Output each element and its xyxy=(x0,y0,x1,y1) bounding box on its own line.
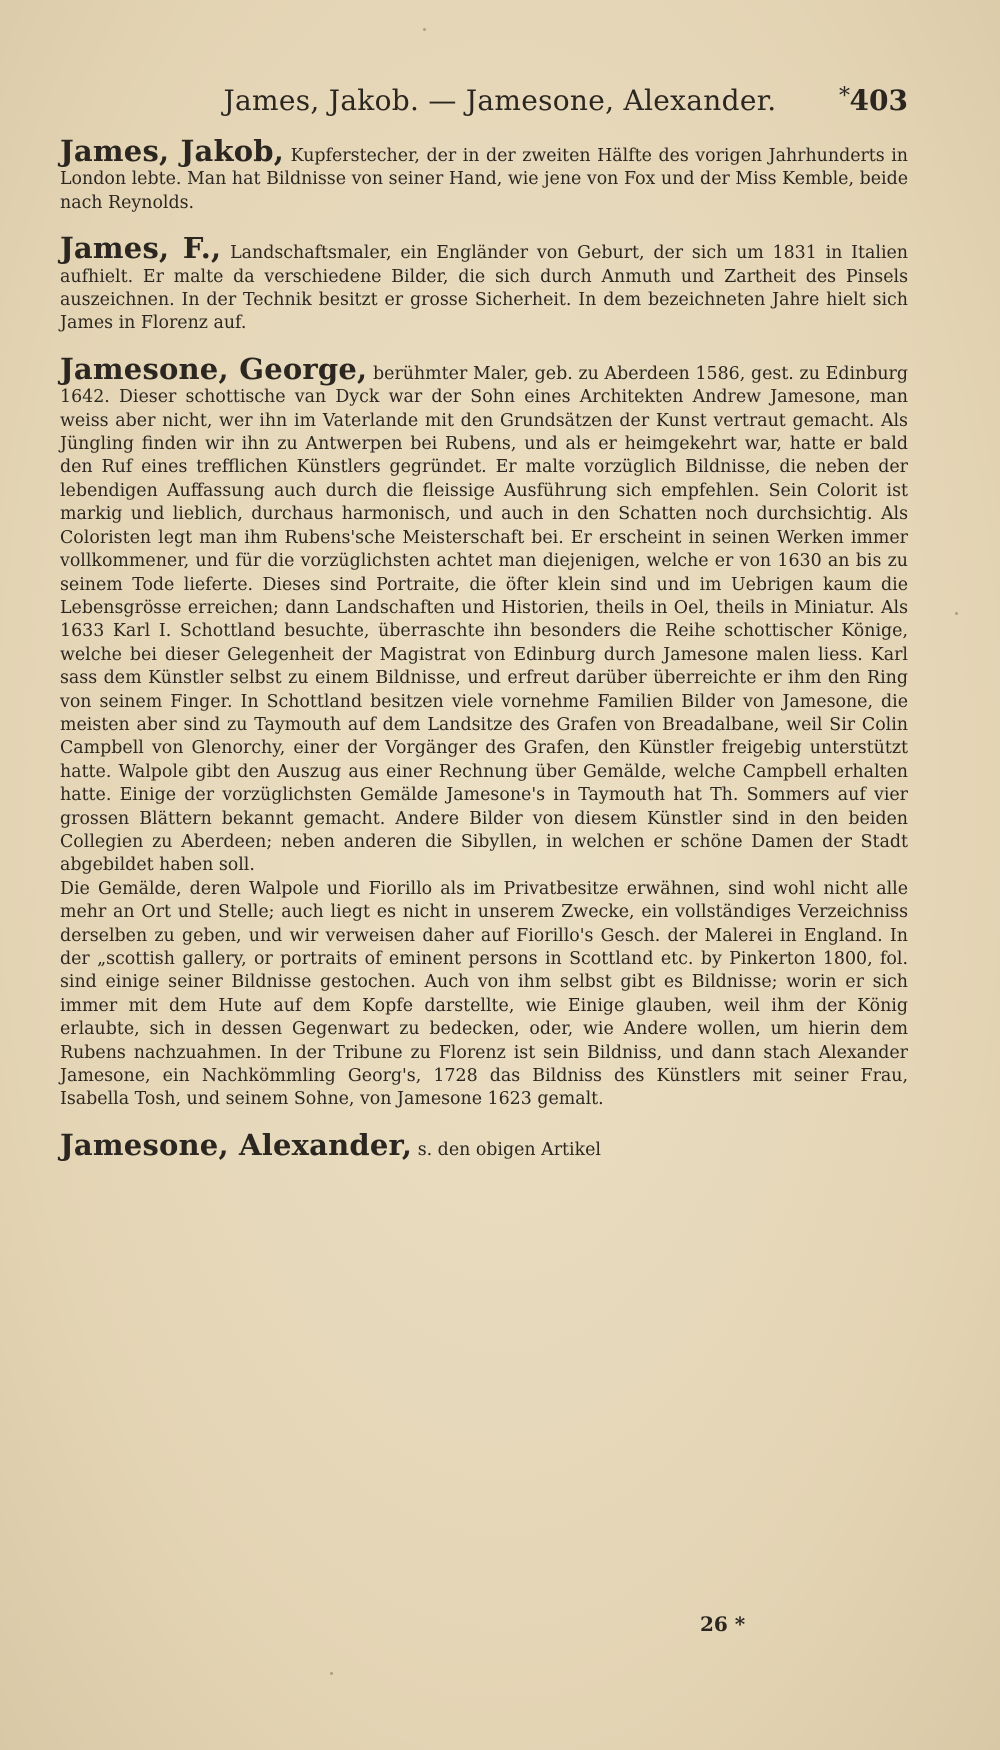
entry-jamesone-george xyxy=(60,351,909,1112)
entry-body: s. den obigen Artikel xyxy=(412,1139,601,1160)
entry-name: James, Jakob, xyxy=(60,134,285,168)
entry-jamesone-alexander xyxy=(60,1127,908,1162)
page-number: 403 xyxy=(849,84,908,117)
paper-speck xyxy=(330,1672,333,1675)
entry-body: Landschaftsmaler, ein Engländer von Geburt, der sich um 1831 in Italien aufhielt. Er malte da verschiedene Bilder, die sich durch Anmuth und Zartheit des Pinsels auszeichnen. In der Technik besitzt er grosse Sicherheit. In dem bezeichneten Jahre hielt sich James in Florenz auf. xyxy=(60,243,908,334)
entry-name: James, F., xyxy=(60,231,222,266)
main-text xyxy=(60,134,909,1184)
header-title: James, Jakob. — Jamesone, Alexander. xyxy=(223,84,777,117)
entry-james-f xyxy=(60,231,908,336)
signature-mark: 26 * xyxy=(700,1612,746,1636)
running-header xyxy=(0,84,1000,124)
entry-name: Jamesone, Alexander, xyxy=(60,1127,413,1162)
paper-speck xyxy=(423,28,426,31)
entry-james-jakob xyxy=(60,134,908,215)
entry-name: Jamesone, George, xyxy=(60,351,368,386)
entry-body: berühmter Maler, geb. zu Aberdeen 1586, gest. zu Edinburg 1642. Dieser schottische van Dyck war der Sohn eines Architekten Andrew Jamesone, man weiss aber nicht, wer ihn im Vaterlande mit den Grundsätzen der Kunst vertraut gemacht. Als Jüngling finden wir ihn zu Antwerpen bei Rubens, und als er heimgekehrt war, hatte er bald den Ruf eines trefflichen Künstlers gegründet. Er malte vorzüglich Bildnisse, die neben der lebendigen Auffassung auch durch die fleissige Ausführung sich empfehlen. Sein Colorit ist markig und lieblich, durchaus harmonisch, und auch in den Schatten noch durchsichtig. Als Coloristen legt man ihm Rubens'sche Meisterschaft bei. Er erscheint in seinen Werken immer vollkommener, und für die vorzüglichsten achtet man diejenigen, welche er von 1630 an bis zu seinem Tode lieferte. Dieses sind Portraite, die öfter klein sind und im Uebrigen kaum die Lebensgrösse erreichen; dann Landschaften und Historien, theils in Oel, theils in Miniatur. Als 1633 Karl I. Schottland besuchte, überraschte ihn besonders die Reihe schottischer Könige, welche bei dieser Gelegenheit der Magistrat von Edinburg durch Jamesone malen liess. Karl sass dem Künstler selbst zu einem Bildnisse, und erfreut darüber überreichte er ihm den Ring von seinem Finger. In Schottland besitzen viele vornehme Familien Bilder von Jamesone, die meisten aber sind zu Taymouth auf dem Landsitze des Grafen von Breadalbane, weil Sir Colin Campbell von Glenorchy, einer der Vorgänger des Grafen, den Künstler freigebig unterstützt hatte. Walpole gibt den Auszug aus einer Rechnung über Gemälde, welche Campbell erhalten hatte. Einige der vorzüglichsten Gemälde Jamesone's in Taymouth hat Th. Sommers auf vier grossen Blättern bekannt gemacht. Andere Bilder von diesem Künstler sind in den beiden Collegien zu Aberdeen; neben anderen die Sibyllen, in welchen er schöne Damen der Stadt abgebildet haben soll. xyxy=(60,363,909,876)
header-mark: * xyxy=(839,84,850,109)
entry-body: Kupferstecher, der in der zweiten Hälfte des vorigen Jahrhunderts in London lebte. Man hat Bildnisse von seiner Hand, wie jene von Fox und der Miss Kemble, beide nach Reynolds. xyxy=(60,146,908,213)
entry-paragraph: Die Gemälde, deren Walpole und Fiorillo als im Privatbesitze erwähnen, sind wohl nicht alle mehr an Ort und Stelle; auch liegt es nicht in unserem Zwecke, ein vollständiges Verzeichniss derselben zu geben, und wir verweisen daher auf Fiorillo's Gesch. der Malerei in England. In der „scottish gallery, or portraits of eminent persons in Scottland etc. by Pinkerton 1800, fol. sind einige seiner Bildnisse gestochen. Auch von ihm selbst gibt es Bildnisse; worin er sich immer mit dem Hute auf dem Kopfe darstellte, wie Einige glauben, weil ihm der König erlaubte, sich in dessen Gegenwart zu bedecken, oder, wie Andere wollen, um hierin dem Rubens nachzuahmen. In der Tribune zu Florenz ist sein Bildniss, und dann stach Alexander Jamesone, ein Nachkömmling Georg's, 1728 das Bildniss des Künstlers mit seiner Frau, Isabella Tosh, und seinem Sohne, von Jamesone 1623 gemalt. xyxy=(60,878,908,1110)
paper-speck xyxy=(955,612,958,615)
